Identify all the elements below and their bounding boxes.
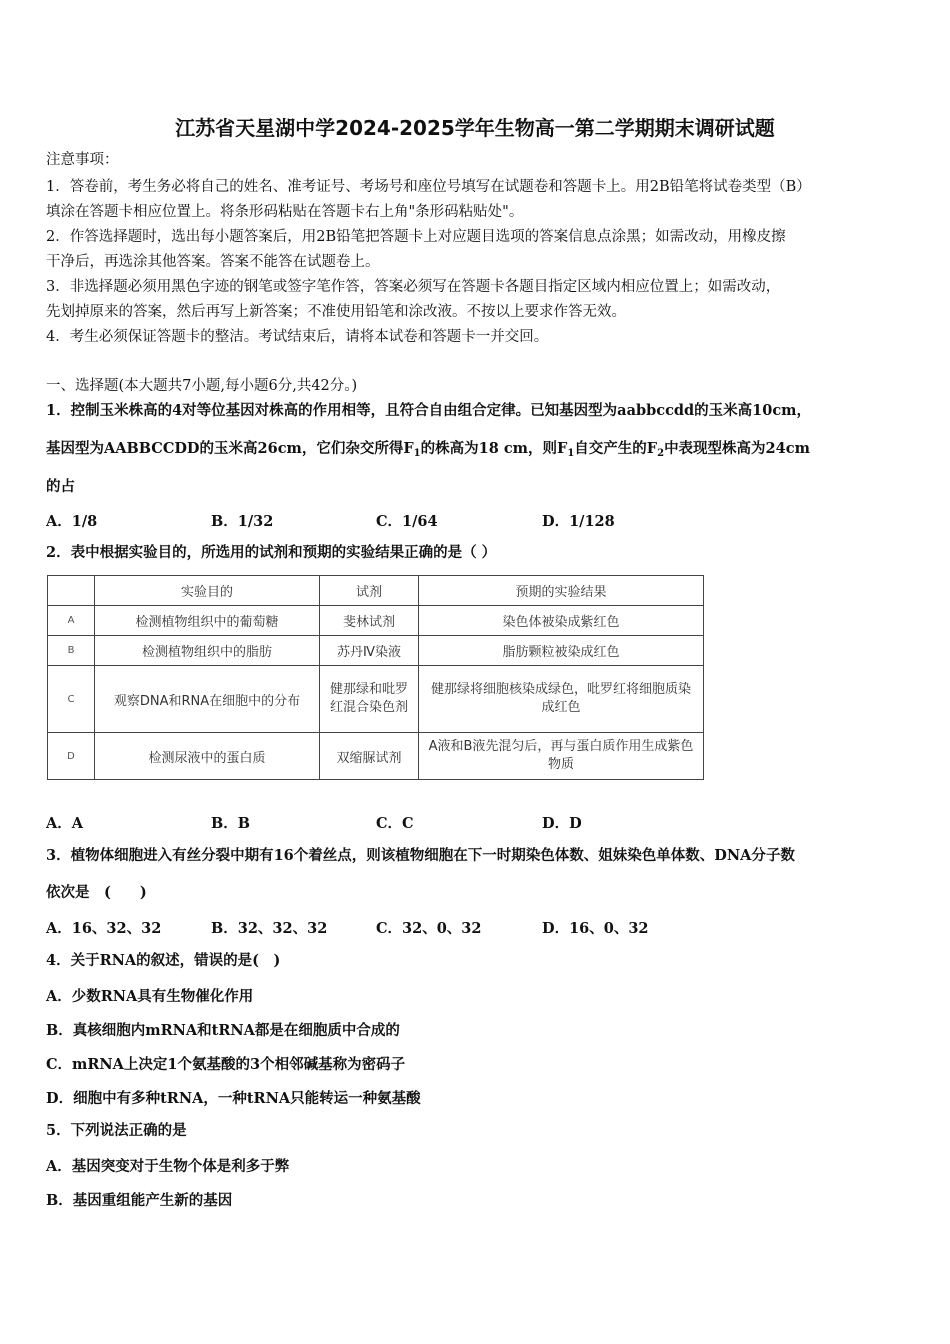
table-header-cell: 试剂 bbox=[320, 576, 419, 606]
cell-result: A液和B液先混匀后，再与蛋白质作用生成紫色物质 bbox=[419, 733, 704, 780]
q3-option-c[interactable]: C．32、0、32 bbox=[376, 920, 482, 937]
q4-stem: 4．关于RNA的叙述，错误的是( ) bbox=[46, 952, 281, 969]
experiment-table bbox=[47, 575, 704, 780]
row-label: C bbox=[48, 666, 95, 733]
q1-option-c[interactable]: C．1/64 bbox=[376, 513, 438, 530]
q2-stem: 2．表中根据实验目的，所选用的试剂和预期的实验结果正确的是（ ） bbox=[46, 544, 497, 561]
notice-line: 干净后，再选涂其他答案。答案不能答在试题卷上。 bbox=[46, 254, 380, 270]
q1-text: 的株高为18 cm，则F bbox=[420, 440, 568, 457]
q4-option-c[interactable]: C．mRNA上决定1个氨基酸的3个相邻碱基称为密码子 bbox=[46, 1056, 406, 1073]
table-header-cell: 实验目的 bbox=[95, 576, 320, 606]
cell-result: 健那绿将细胞核染成绿色，吡罗红将细胞质染成红色 bbox=[419, 666, 704, 733]
cell-result: 脂肪颗粒被染成红色 bbox=[419, 636, 704, 666]
q5-option-a[interactable]: A．基因突变对于生物个体是利多于弊 bbox=[46, 1158, 290, 1175]
cell-reagent: 斐林试剂 bbox=[320, 606, 419, 636]
section-heading: 一、选择题(本大题共7小题,每小题6分,共42分。) bbox=[46, 378, 358, 394]
q1-text: 自交产生的F bbox=[574, 440, 658, 457]
subscript: 1 bbox=[413, 448, 421, 459]
notice-line: 1．答卷前，考生务必将自己的姓名、准考证号、考场号和座位号填写在试题卷和答题卡上。用2B铅笔将试卷类型（B） bbox=[46, 179, 811, 195]
q3-option-d[interactable]: D．16、0、32 bbox=[542, 920, 649, 937]
table-row bbox=[48, 606, 704, 636]
q1-stem-line: 1．控制玉米株高的4对等位基因对株高的作用相等，且符合自由组合定律。已知基因型为aabbccdd的玉米高10cm， bbox=[46, 402, 812, 419]
row-label: D bbox=[48, 733, 95, 780]
table-header-cell bbox=[48, 576, 95, 606]
subscript: 1 bbox=[567, 448, 575, 459]
notice-heading: 注意事项： bbox=[46, 152, 119, 168]
page-title: 江苏省天星湖中学2024-2025学年生物高一第二学期期末调研试题 bbox=[175, 116, 775, 140]
table-header-row bbox=[48, 576, 704, 606]
q2-option-b[interactable]: B．B bbox=[211, 815, 251, 832]
notice-line: 先划掉原来的答案，然后再写上新答案；不准使用铅笔和涂改液。不按以上要求作答无效。 bbox=[46, 304, 626, 320]
cell-reagent: 苏丹Ⅳ染液 bbox=[320, 636, 419, 666]
q4-option-b[interactable]: B．真核细胞内mRNA和tRNA都是在细胞质中合成的 bbox=[46, 1022, 400, 1039]
q1-option-d[interactable]: D．1/128 bbox=[542, 513, 615, 530]
table-row bbox=[48, 733, 704, 780]
cell-purpose: 检测植物组织中的脂肪 bbox=[95, 636, 320, 666]
q1-option-a[interactable]: A．1/8 bbox=[46, 513, 98, 530]
q1-text: 基因型为AABBCCDD的玉米高26cm，它们杂交所得F bbox=[46, 440, 414, 457]
cell-reagent: 双缩脲试剂 bbox=[320, 733, 419, 780]
notice-line: 4．考生必须保证答题卡的整洁。考试结束后，请将本试卷和答题卡一并交回。 bbox=[46, 329, 549, 345]
notice-line: 2．作答选择题时，选出每小题答案后，用2B铅笔把答题卡上对应题目选项的答案信息点涂黑；如需改动，用橡皮擦 bbox=[46, 229, 786, 245]
q2-option-a[interactable]: A．A bbox=[46, 815, 84, 832]
q4-option-a[interactable]: A．少数RNA具有生物催化作用 bbox=[46, 988, 254, 1005]
q2-option-c[interactable]: C．C bbox=[376, 815, 414, 832]
table-row bbox=[48, 636, 704, 666]
q1-stem-line bbox=[46, 439, 810, 464]
cell-purpose: 检测尿液中的蛋白质 bbox=[95, 733, 320, 780]
q3-stem-line: 依次是 ( ) bbox=[46, 884, 147, 901]
row-label: B bbox=[48, 636, 95, 666]
q1-stem-line: 的占 bbox=[46, 478, 75, 495]
q5-option-b[interactable]: B．基因重组能产生新的基因 bbox=[46, 1192, 233, 1209]
q2-option-d[interactable]: D．D bbox=[542, 815, 582, 832]
q3-stem-line: 3．植物体细胞进入有丝分裂中期有16个着丝点，则该植物细胞在下一时期染色体数、姐妹染色单体数、DNA分子数 bbox=[46, 847, 795, 864]
q4-option-d[interactable]: D．细胞中有多种tRNA，一种tRNA只能转运一种氨基酸 bbox=[46, 1090, 421, 1107]
q3-option-a[interactable]: A．16、32、32 bbox=[46, 920, 162, 937]
q1-option-b[interactable]: B．1/32 bbox=[211, 513, 274, 530]
q1-text: 中表现型株高为24cm bbox=[664, 440, 810, 457]
q5-stem: 5．下列说法正确的是 bbox=[46, 1122, 187, 1139]
notice-line: 3．非选择题必须用黑色字迹的钢笔或签字笔作答，答案必须写在答题卡各题目指定区域内相应位置上；如需改动， bbox=[46, 279, 781, 295]
row-label: A bbox=[48, 606, 95, 636]
cell-reagent: 健那绿和吡罗红混合染色剂 bbox=[320, 666, 419, 733]
subscript: 2 bbox=[657, 448, 665, 459]
cell-purpose: 观察DNA和RNA在细胞中的分布 bbox=[95, 666, 320, 733]
notice-line: 填涂在答题卡相应位置上。将条形码粘贴在答题卡右上角"条形码粘贴处"。 bbox=[46, 204, 524, 220]
cell-result: 染色体被染成紫红色 bbox=[419, 606, 704, 636]
table-header-cell: 预期的实验结果 bbox=[419, 576, 704, 606]
cell-purpose: 检测植物组织中的葡萄糖 bbox=[95, 606, 320, 636]
q3-option-b[interactable]: B．32、32、32 bbox=[211, 920, 328, 937]
table-row bbox=[48, 666, 704, 733]
